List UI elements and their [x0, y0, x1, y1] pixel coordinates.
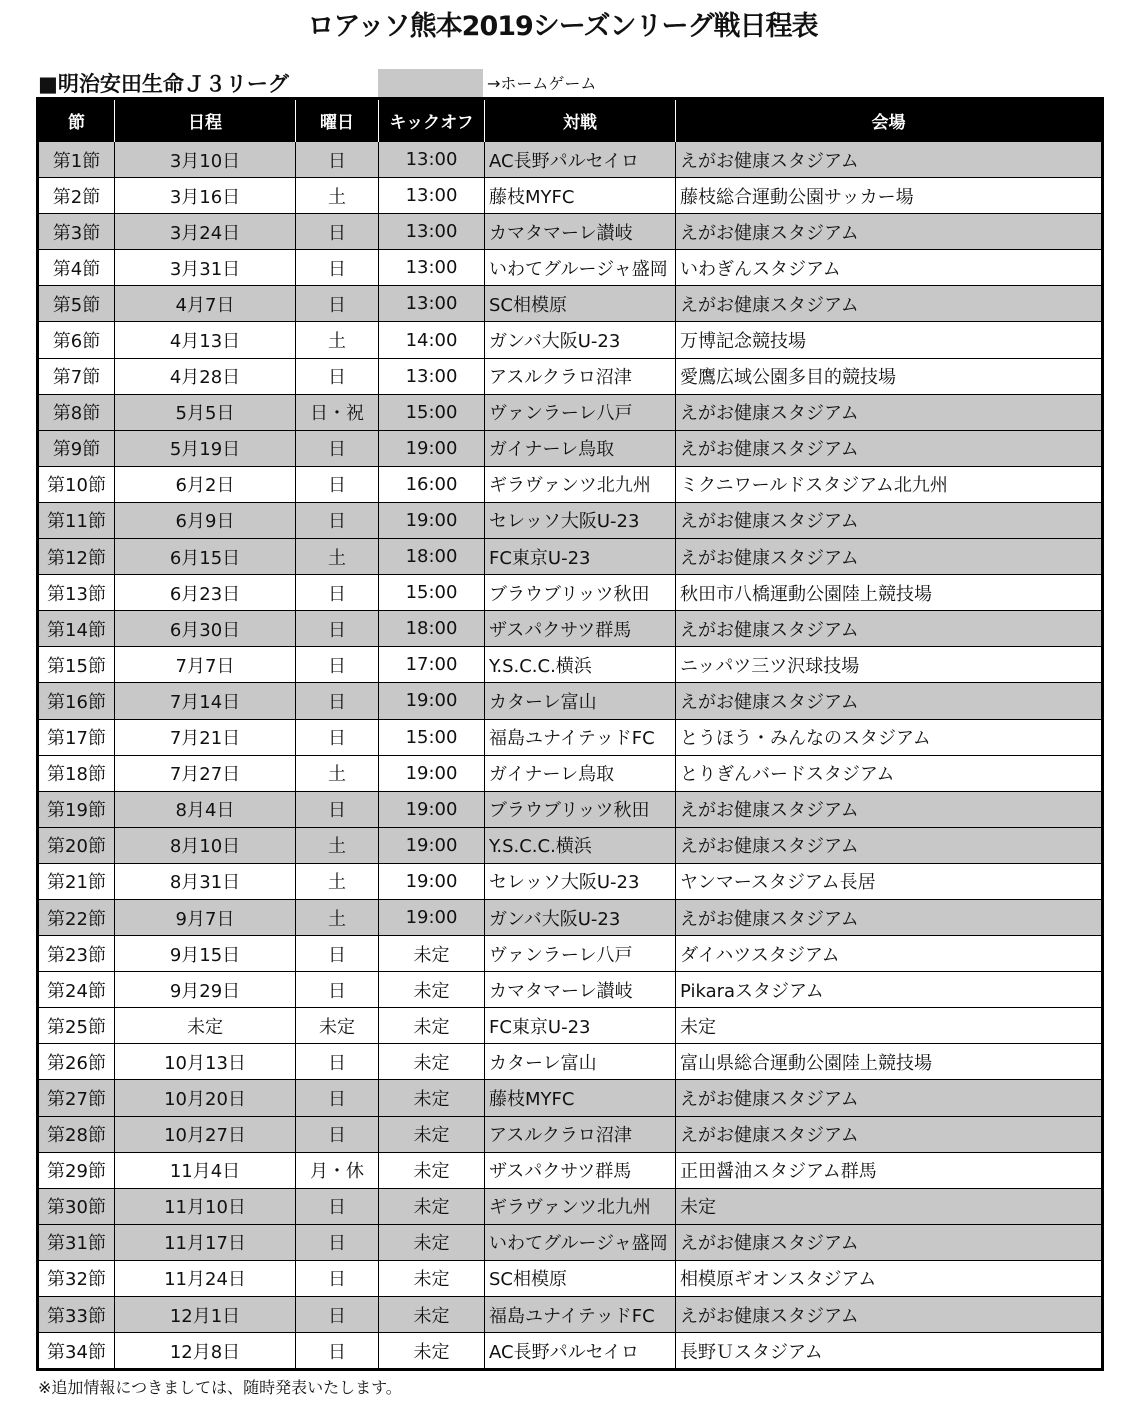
venue-cell: 秋田市八橋運動公園陸上競技場 — [676, 575, 1103, 611]
date-cell: 10月20日 — [115, 1080, 296, 1116]
kickoff-cell: 13:00 — [379, 214, 485, 250]
weekday-cell: 土 — [296, 539, 379, 575]
section-cell: 第11節 — [38, 502, 115, 538]
kickoff-cell: 19:00 — [379, 863, 485, 899]
opponent-cell: SC相模原 — [485, 286, 676, 322]
opponent-cell: ブラウブリッツ秋田 — [485, 791, 676, 827]
table-row — [38, 466, 1103, 502]
table-row — [38, 358, 1103, 394]
section-cell: 第31節 — [38, 1224, 115, 1260]
table-row — [38, 394, 1103, 430]
venue-cell: 未定 — [676, 1188, 1103, 1224]
weekday-cell: 土 — [296, 863, 379, 899]
section-cell: 第32節 — [38, 1260, 115, 1296]
footnote: ※追加情報につきましては、随時発表いたします。 — [38, 1378, 402, 1397]
weekday-cell: 日 — [296, 286, 379, 322]
date-cell: 4月13日 — [115, 322, 296, 358]
weekday-cell: 日 — [296, 358, 379, 394]
weekday-cell: 日 — [296, 1297, 379, 1333]
kickoff-cell: 未定 — [379, 1080, 485, 1116]
venue-cell: とうほう・みんなのスタジアム — [676, 719, 1103, 755]
date-cell: 未定 — [115, 1008, 296, 1044]
table-row — [38, 250, 1103, 286]
date-cell: 11月4日 — [115, 1152, 296, 1188]
header-section: 節 — [38, 99, 115, 142]
kickoff-cell: 未定 — [379, 1116, 485, 1152]
kickoff-cell: 未定 — [379, 936, 485, 972]
kickoff-cell: 18:00 — [379, 611, 485, 647]
weekday-cell: 日 — [296, 1188, 379, 1224]
weekday-cell: 日 — [296, 1116, 379, 1152]
date-cell: 6月15日 — [115, 539, 296, 575]
opponent-cell: ザスパクサツ群馬 — [485, 1152, 676, 1188]
date-cell: 3月31日 — [115, 250, 296, 286]
venue-cell: えがお健康スタジアム — [676, 1297, 1103, 1333]
section-cell: 第13節 — [38, 575, 115, 611]
weekday-cell: 日 — [296, 1260, 379, 1296]
table-row — [38, 322, 1103, 358]
section-cell: 第9節 — [38, 430, 115, 466]
weekday-cell: 日 — [296, 575, 379, 611]
weekday-cell: 月・休 — [296, 1152, 379, 1188]
kickoff-cell: 未定 — [379, 1044, 485, 1080]
date-cell: 9月15日 — [115, 936, 296, 972]
kickoff-cell: 19:00 — [379, 430, 485, 466]
section-cell: 第8節 — [38, 394, 115, 430]
section-cell: 第34節 — [38, 1333, 115, 1370]
opponent-cell: 福島ユナイテッドFC — [485, 719, 676, 755]
opponent-cell: ガイナーレ鳥取 — [485, 755, 676, 791]
kickoff-cell: 未定 — [379, 1333, 485, 1370]
section-cell: 第24節 — [38, 972, 115, 1008]
date-cell: 6月30日 — [115, 611, 296, 647]
table-row — [38, 1297, 1103, 1333]
kickoff-cell: 17:00 — [379, 647, 485, 683]
weekday-cell: 土 — [296, 178, 379, 214]
venue-cell: えがお健康スタジアム — [676, 214, 1103, 250]
date-cell: 5月19日 — [115, 430, 296, 466]
opponent-cell: ギラヴァンツ北九州 — [485, 466, 676, 502]
kickoff-cell: 未定 — [379, 1260, 485, 1296]
kickoff-cell: 15:00 — [379, 575, 485, 611]
date-cell: 3月16日 — [115, 178, 296, 214]
table-row — [38, 936, 1103, 972]
opponent-cell: ギラヴァンツ北九州 — [485, 1188, 676, 1224]
venue-cell: えがお健康スタジアム — [676, 1224, 1103, 1260]
venue-cell: えがお健康スタジアム — [676, 791, 1103, 827]
section-cell: 第30節 — [38, 1188, 115, 1224]
kickoff-cell: 15:00 — [379, 394, 485, 430]
table-row — [38, 755, 1103, 791]
weekday-cell: 日 — [296, 1224, 379, 1260]
kickoff-cell: 未定 — [379, 1152, 485, 1188]
legend-home-label: →ホームゲーム — [487, 74, 597, 93]
section-cell: 第5節 — [38, 286, 115, 322]
header-kickoff: キックオフ — [379, 99, 485, 142]
weekday-cell: 日 — [296, 683, 379, 719]
section-cell: 第33節 — [38, 1297, 115, 1333]
opponent-cell: FC東京U-23 — [485, 539, 676, 575]
date-cell: 9月7日 — [115, 899, 296, 935]
kickoff-cell: 13:00 — [379, 142, 485, 178]
section-cell: 第17節 — [38, 719, 115, 755]
kickoff-cell: 未定 — [379, 1188, 485, 1224]
venue-cell: 未定 — [676, 1008, 1103, 1044]
kickoff-cell: 19:00 — [379, 502, 485, 538]
date-cell: 3月10日 — [115, 142, 296, 178]
section-cell: 第20節 — [38, 827, 115, 863]
kickoff-cell: 19:00 — [379, 755, 485, 791]
opponent-cell: ヴァンラーレ八戸 — [485, 936, 676, 972]
opponent-cell: ブラウブリッツ秋田 — [485, 575, 676, 611]
opponent-cell: ガンバ大阪U-23 — [485, 322, 676, 358]
date-cell: 11月10日 — [115, 1188, 296, 1224]
opponent-cell: いわてグルージャ盛岡 — [485, 1224, 676, 1260]
kickoff-cell: 未定 — [379, 1008, 485, 1044]
venue-cell: えがお健康スタジアム — [676, 394, 1103, 430]
opponent-cell: SC相模原 — [485, 1260, 676, 1296]
table-row — [38, 539, 1103, 575]
venue-cell: ヤンマースタジアム長居 — [676, 863, 1103, 899]
date-cell: 12月8日 — [115, 1333, 296, 1370]
venue-cell: えがお健康スタジアム — [676, 1080, 1103, 1116]
table-row — [38, 899, 1103, 935]
opponent-cell: 藤枝MYFC — [485, 178, 676, 214]
section-cell: 第2節 — [38, 178, 115, 214]
kickoff-cell: 19:00 — [379, 827, 485, 863]
kickoff-cell: 19:00 — [379, 683, 485, 719]
league-heading: ■明治安田生命Ｊ３リーグ — [38, 72, 289, 96]
table-row — [38, 1080, 1103, 1116]
opponent-cell: AC長野パルセイロ — [485, 142, 676, 178]
opponent-cell: 藤枝MYFC — [485, 1080, 676, 1116]
table-row — [38, 1260, 1103, 1296]
opponent-cell: セレッソ大阪U-23 — [485, 863, 676, 899]
kickoff-cell: 未定 — [379, 972, 485, 1008]
section-cell: 第25節 — [38, 1008, 115, 1044]
date-cell: 4月7日 — [115, 286, 296, 322]
date-cell: 10月27日 — [115, 1116, 296, 1152]
date-cell: 12月1日 — [115, 1297, 296, 1333]
section-cell: 第26節 — [38, 1044, 115, 1080]
opponent-cell: AC長野パルセイロ — [485, 1333, 676, 1370]
venue-cell: 万博記念競技場 — [676, 322, 1103, 358]
date-cell: 11月17日 — [115, 1224, 296, 1260]
venue-cell: 愛鷹広域公園多目的競技場 — [676, 358, 1103, 394]
kickoff-cell: 16:00 — [379, 466, 485, 502]
venue-cell: えがお健康スタジアム — [676, 827, 1103, 863]
venue-cell: えがお健康スタジアム — [676, 286, 1103, 322]
weekday-cell: 日 — [296, 719, 379, 755]
weekday-cell: 日・祝 — [296, 394, 379, 430]
kickoff-cell: 未定 — [379, 1224, 485, 1260]
weekday-cell: 日 — [296, 791, 379, 827]
table-row — [38, 1188, 1103, 1224]
header-opponent: 対戦 — [485, 99, 676, 142]
weekday-cell: 日 — [296, 611, 379, 647]
kickoff-cell: 18:00 — [379, 539, 485, 575]
opponent-cell: セレッソ大阪U-23 — [485, 502, 676, 538]
section-cell: 第4節 — [38, 250, 115, 286]
section-cell: 第10節 — [38, 466, 115, 502]
date-cell: 8月4日 — [115, 791, 296, 827]
kickoff-cell: 未定 — [379, 1297, 485, 1333]
opponent-cell: ガイナーレ鳥取 — [485, 430, 676, 466]
weekday-cell: 日 — [296, 502, 379, 538]
table-row — [38, 1044, 1103, 1080]
header-date: 日程 — [115, 99, 296, 142]
venue-cell: 富山県総合運動公園陸上競技場 — [676, 1044, 1103, 1080]
section-cell: 第15節 — [38, 647, 115, 683]
venue-cell: えがお健康スタジアム — [676, 899, 1103, 935]
venue-cell: えがお健康スタジアム — [676, 430, 1103, 466]
date-cell: 6月2日 — [115, 466, 296, 502]
weekday-cell: 日 — [296, 430, 379, 466]
table-row — [38, 827, 1103, 863]
opponent-cell: アスルクラロ沼津 — [485, 358, 676, 394]
date-cell: 7月21日 — [115, 719, 296, 755]
weekday-cell: 日 — [296, 972, 379, 1008]
opponent-cell: カターレ富山 — [485, 1044, 676, 1080]
table-row — [38, 142, 1103, 178]
opponent-cell: カターレ富山 — [485, 683, 676, 719]
table-row — [38, 1008, 1103, 1044]
table-row — [38, 791, 1103, 827]
opponent-cell: ガンバ大阪U-23 — [485, 899, 676, 935]
kickoff-cell: 19:00 — [379, 791, 485, 827]
table-row — [38, 178, 1103, 214]
table-row — [38, 1224, 1103, 1260]
section-cell: 第1節 — [38, 142, 115, 178]
section-cell: 第14節 — [38, 611, 115, 647]
venue-cell: Pikaraスタジアム — [676, 972, 1103, 1008]
section-cell: 第19節 — [38, 791, 115, 827]
weekday-cell: 土 — [296, 755, 379, 791]
section-cell: 第12節 — [38, 539, 115, 575]
venue-cell: とりぎんバードスタジアム — [676, 755, 1103, 791]
opponent-cell: カマタマーレ讃岐 — [485, 972, 676, 1008]
table-row — [38, 1116, 1103, 1152]
date-cell: 8月31日 — [115, 863, 296, 899]
section-cell: 第28節 — [38, 1116, 115, 1152]
opponent-cell: ヴァンラーレ八戸 — [485, 394, 676, 430]
section-cell: 第22節 — [38, 899, 115, 935]
table-row — [38, 683, 1103, 719]
header-row — [38, 99, 1103, 142]
table-row — [38, 611, 1103, 647]
weekday-cell: 日 — [296, 142, 379, 178]
venue-cell: 長野Ｕスタジアム — [676, 1333, 1103, 1370]
legend-home-swatch — [378, 69, 483, 97]
table-row — [38, 647, 1103, 683]
venue-cell: えがお健康スタジアム — [676, 539, 1103, 575]
table-row — [38, 575, 1103, 611]
table-row — [38, 863, 1103, 899]
table-row — [38, 1152, 1103, 1188]
venue-cell: えがお健康スタジアム — [676, 683, 1103, 719]
venue-cell: えがお健康スタジアム — [676, 1116, 1103, 1152]
table-row — [38, 1333, 1103, 1370]
venue-cell: ニッパツ三ツ沢球技場 — [676, 647, 1103, 683]
table-row — [38, 972, 1103, 1008]
schedule-table — [36, 97, 1104, 1371]
date-cell: 6月9日 — [115, 502, 296, 538]
schedule-body — [38, 142, 1103, 1370]
table-row — [38, 502, 1103, 538]
section-cell: 第27節 — [38, 1080, 115, 1116]
weekday-cell: 日 — [296, 1333, 379, 1370]
date-cell: 11月24日 — [115, 1260, 296, 1296]
header-venue: 会場 — [676, 99, 1103, 142]
table-row — [38, 719, 1103, 755]
date-cell: 6月23日 — [115, 575, 296, 611]
date-cell: 10月13日 — [115, 1044, 296, 1080]
table-row — [38, 214, 1103, 250]
kickoff-cell: 19:00 — [379, 899, 485, 935]
weekday-cell: 日 — [296, 214, 379, 250]
kickoff-cell: 13:00 — [379, 250, 485, 286]
venue-cell: 藤枝総合運動公園サッカー場 — [676, 178, 1103, 214]
venue-cell: えがお健康スタジアム — [676, 611, 1103, 647]
section-cell: 第7節 — [38, 358, 115, 394]
page-title: ロアッソ熊本2019シーズンリーグ戦日程表 — [307, 11, 818, 42]
kickoff-cell: 13:00 — [379, 178, 485, 214]
date-cell: 7月7日 — [115, 647, 296, 683]
section-cell: 第23節 — [38, 936, 115, 972]
date-cell: 7月27日 — [115, 755, 296, 791]
opponent-cell: アスルクラロ沼津 — [485, 1116, 676, 1152]
date-cell: 9月29日 — [115, 972, 296, 1008]
date-cell: 8月10日 — [115, 827, 296, 863]
opponent-cell: Y.S.C.C.横浜 — [485, 647, 676, 683]
section-cell: 第18節 — [38, 755, 115, 791]
table-row — [38, 430, 1103, 466]
opponent-cell: カマタマーレ讃岐 — [485, 214, 676, 250]
weekday-cell: 日 — [296, 647, 379, 683]
section-cell: 第21節 — [38, 863, 115, 899]
venue-cell: いわぎんスタジアム — [676, 250, 1103, 286]
date-cell: 3月24日 — [115, 214, 296, 250]
venue-cell: ダイハツスタジアム — [676, 936, 1103, 972]
weekday-cell: 土 — [296, 899, 379, 935]
opponent-cell: ザスパクサツ群馬 — [485, 611, 676, 647]
date-cell: 4月28日 — [115, 358, 296, 394]
section-cell: 第3節 — [38, 214, 115, 250]
header-weekday: 曜日 — [296, 99, 379, 142]
venue-cell: ミクニワールドスタジアム北九州 — [676, 466, 1103, 502]
venue-cell: 正田醤油スタジアム群馬 — [676, 1152, 1103, 1188]
opponent-cell: Y.S.C.C.横浜 — [485, 827, 676, 863]
venue-cell: 相模原ギオンスタジアム — [676, 1260, 1103, 1296]
kickoff-cell: 14:00 — [379, 322, 485, 358]
weekday-cell: 日 — [296, 1080, 379, 1116]
opponent-cell: 福島ユナイテッドFC — [485, 1297, 676, 1333]
venue-cell: えがお健康スタジアム — [676, 502, 1103, 538]
weekday-cell: 日 — [296, 936, 379, 972]
section-cell: 第16節 — [38, 683, 115, 719]
weekday-cell: 未定 — [296, 1008, 379, 1044]
kickoff-cell: 13:00 — [379, 358, 485, 394]
weekday-cell: 日 — [296, 250, 379, 286]
kickoff-cell: 13:00 — [379, 286, 485, 322]
venue-cell: えがお健康スタジアム — [676, 142, 1103, 178]
date-cell: 5月5日 — [115, 394, 296, 430]
opponent-cell: FC東京U-23 — [485, 1008, 676, 1044]
kickoff-cell: 15:00 — [379, 719, 485, 755]
section-cell: 第29節 — [38, 1152, 115, 1188]
weekday-cell: 土 — [296, 322, 379, 358]
opponent-cell: いわてグルージャ盛岡 — [485, 250, 676, 286]
section-cell: 第6節 — [38, 322, 115, 358]
table-row — [38, 286, 1103, 322]
weekday-cell: 土 — [296, 827, 379, 863]
weekday-cell: 日 — [296, 1044, 379, 1080]
date-cell: 7月14日 — [115, 683, 296, 719]
weekday-cell: 日 — [296, 466, 379, 502]
